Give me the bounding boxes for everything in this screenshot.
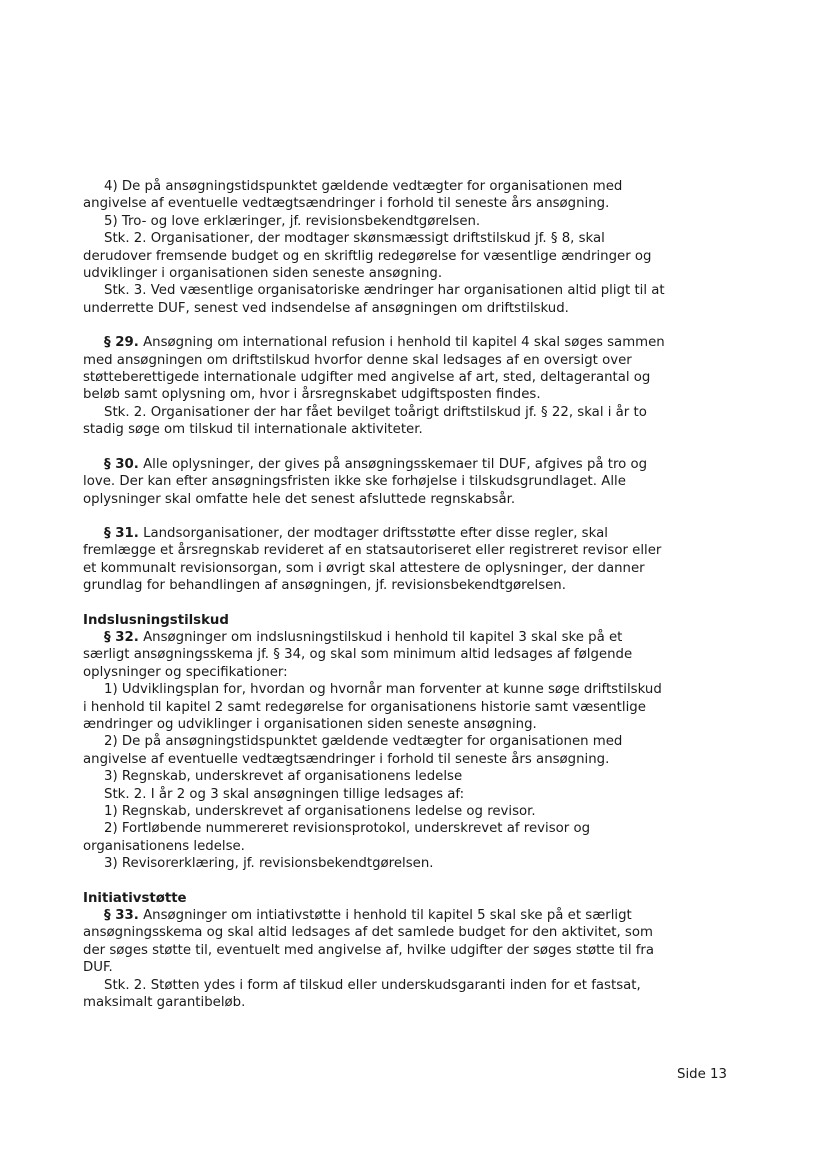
section-text: Alle oplysninger, der gives på ansøgningsskemaer til DUF, afgives på tro og love. Der kan efter ansøgningsfristen ikke ske forhøjelse i tilskudsgrundlaget. Alle oplysninger skal omfatte hele det senest afsluttede regnskabsår.	[83, 456, 648, 507]
section-32	[83, 629, 668, 681]
section-29	[83, 334, 668, 404]
section-30	[83, 456, 668, 508]
paragraph: 2) De på ansøgningstidspunktet gældende vedtægter for organisationen med angivelse af eventuelle vedtægtsændringer i forhold til seneste års ansøgning.	[83, 734, 623, 767]
paragraph: Stk. 2. I år 2 og 3 skal ansøgningen tillige ledsages af:	[104, 786, 465, 802]
section-31	[83, 525, 668, 595]
heading-indslusningstilskud: Indslusningstilskud	[83, 612, 229, 628]
paragraph: Stk. 2. Støtten ydes i form af tilskud eller underskudsgaranti inden for et fastsat, maksimalt garantibeløb.	[83, 977, 641, 1011]
paragraph: 5) Tro- og love erklæringer, jf. revisionsbekendtgørelsen.	[104, 213, 481, 229]
section-number: § 31.	[104, 525, 139, 541]
section-number: § 30.	[104, 456, 139, 472]
section-text: Ansøgninger om intiativstøtte i henhold til kapitel 5 skal ske på et særligt ansøgningsskema og skal altid ledsages af det samlede budget for den aktivitet, som der søges støtte til, eventuelt med angivelse af, hvilke udgifter der søges støtte til fra DUF.	[83, 908, 655, 976]
paragraph: Stk. 2. Organisationer der har fået bevilget toårigt driftstilskud jf. § 22, skal i år to stadig søge om tilskud til internationale aktiviteter.	[83, 404, 647, 438]
paragraph: 1) Udviklingsplan for, hvordan og hvornår man forventer at kunne søge driftstilskud i henhold til kapitel 2 samt redegørelse for organisationens historie samt væsentlige ændringer og udviklinger i organisationen siden seneste ansøgning.	[83, 682, 662, 732]
paragraph: Stk. 2. Organisationer, der modtager skønsmæssigt driftstilskud jf. § 8, skal derudover fremsende budget og en skriftlig redegørelse for væsentlige ændringer og udviklinger i organisationen siden seneste ansøgning.	[83, 231, 652, 282]
paragraph: 3) Revisorerklæring, jf. revisionsbekendtgørelsen.	[104, 856, 434, 872]
section-33	[83, 907, 668, 977]
paragraph: Stk. 3. Ved væsentlige organisatoriske ændringer har organisationen altid pligt til at underrette DUF, senest ved indsendelse af ansøgningen om driftstilskud.	[83, 283, 665, 316]
section-text: Ansøgning om international refusion i henhold til kapitel 4 skal søges sammen med ansøgningen om driftstilskud hvorfor denne skal ledsages af en oversigt over støtteberettigede internationale udgifter med angivelse af art, sted, deltagerantal og beløb samt oplysning om, hvor i årsregnskabet udgiftsposten findes.	[83, 335, 665, 403]
section-number: § 32.	[104, 629, 139, 645]
section-text: Ansøgninger om indslusningstilskud i henhold til kapitel 3 skal ske på et særligt ansøgningsskema jf. § 34, og skal som minimum altid ledsages af følgende oplysninger og specifikationer:	[83, 629, 633, 680]
paragraph: 4) De på ansøgningstidspunktet gældende vedtægter for organisationen med angivelse af eventuelle vedtægtsændringer i forhold til seneste års ansøgning.	[83, 179, 623, 212]
paragraph: 2) Fortløbende nummereret revisionsprotokol, underskrevet af revisor og organisationens ledelse.	[83, 821, 591, 854]
heading-initiativstotte: Initiativstøtte	[83, 890, 187, 906]
paragraph: 1) Regnskab, underskrevet af organisationens ledelse og revisor.	[104, 804, 536, 819]
page-number: Side 13	[677, 1067, 727, 1082]
section-text: Landsorganisationer, der modtager driftsstøtte efter disse regler, skal fremlægge et årsregnskab revideret af en statsautoriseret eller registreret revisor eller et kommunalt revisionsorgan, som i øvrigt skal attestere de oplysninger, der danner grundlag for behandlingen af ansøgningen, jf. revisionsbekendtgørelsen.	[83, 525, 662, 594]
section-number: § 29.	[104, 335, 139, 351]
paragraph: 3) Regnskab, underskrevet af organisationens ledelse	[104, 769, 463, 785]
section-number: § 33.	[104, 908, 139, 924]
document-body	[83, 178, 668, 1011]
